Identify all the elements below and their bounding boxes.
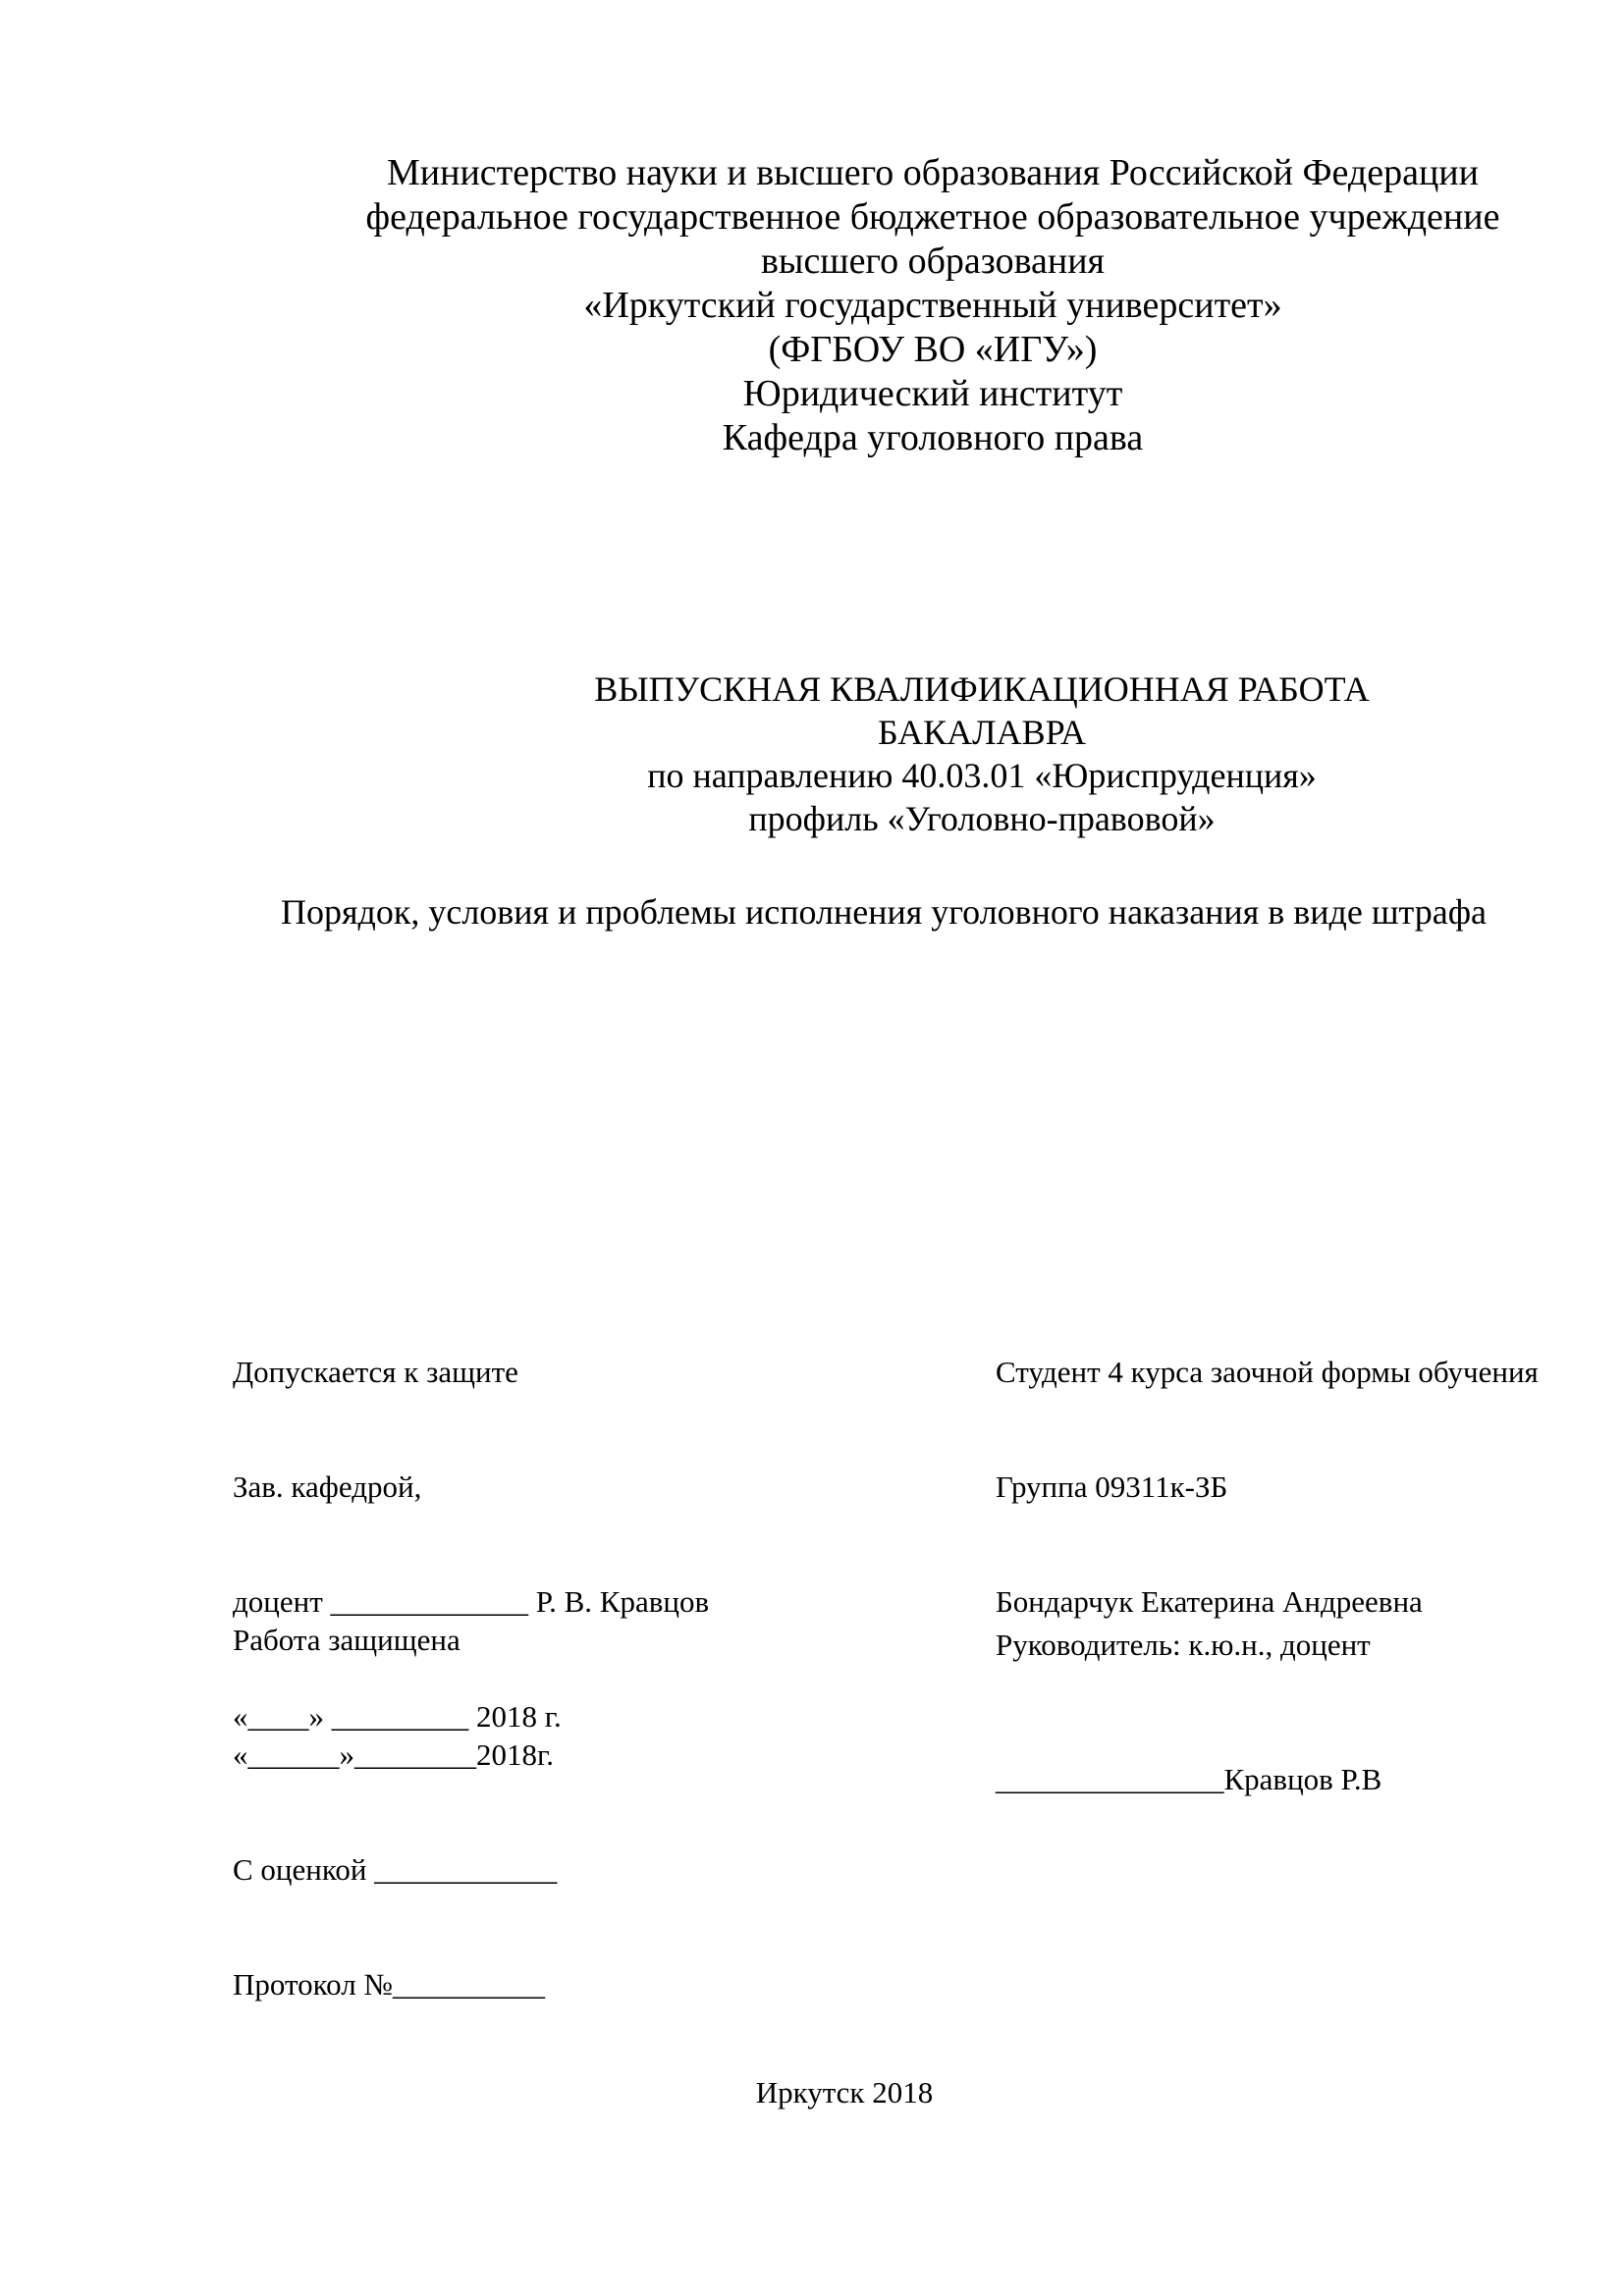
admission-date-line: «____» _________ 2018 г. xyxy=(233,1699,562,1734)
direction-line: по направлению 40.03.01 «Юриспруденция» xyxy=(647,756,1317,795)
supervisor-block xyxy=(996,1549,1381,1875)
profile-line: профиль «Уголовно-правовой» xyxy=(748,799,1216,838)
education-level-line: высшего образования xyxy=(760,240,1106,282)
protocol-line: Протокол №__________ xyxy=(233,1967,545,2002)
work-title-block xyxy=(393,667,1571,840)
institution-type-line: федеральное государственное бюджетное образовательное учреждение xyxy=(365,196,1500,238)
institute-line: Юридический институт xyxy=(742,373,1123,414)
head-signature-line: доцент _____________ Р. В. Кравцов xyxy=(233,1584,710,1619)
institution-header xyxy=(295,151,1571,460)
defense-date-line: «______»________2018г. xyxy=(233,1737,554,1772)
supervisor-title-line: Руководитель: к.ю.н., доцент xyxy=(996,1628,1371,1662)
head-of-department-line: Зав. кафедрой, xyxy=(233,1469,422,1504)
university-abbr-line: (ФГБОУ ВО «ИГУ») xyxy=(768,329,1098,370)
city-year-footer: Иркутск 2018 xyxy=(755,2075,934,2109)
university-name-line: «Иркутский государственный университет» xyxy=(583,285,1282,326)
defended-line: Работа защищена xyxy=(233,1623,460,1657)
degree-line: БАКАЛАВРА xyxy=(877,713,1087,752)
admission-line: Допускается к защите xyxy=(233,1355,518,1389)
grade-line: С оценкой ____________ xyxy=(233,1852,558,1887)
ministry-line: Министерство науки и высшего образования Российской Федерации xyxy=(387,152,1479,193)
student-name-line: Бондарчук Екатерина Андреевна xyxy=(996,1584,1423,1619)
thesis-topic: Порядок, условия и проблемы исполнения уголовного наказания в виде штрафа xyxy=(280,892,1487,932)
department-line: Кафедра уголовного права xyxy=(722,417,1144,458)
supervisor-signature-line: _______________Кравцов Р.В xyxy=(996,1762,1382,1796)
defense-block xyxy=(233,1544,557,2080)
student-group-line: Группа 09311к-ЗБ xyxy=(996,1469,1228,1504)
work-type-line: ВЫПУСКНАЯ КВАЛИФИКАЦИОННАЯ РАБОТА xyxy=(594,669,1370,709)
student-course-line: Студент 4 курса заочной формы обучения xyxy=(996,1355,1539,1389)
